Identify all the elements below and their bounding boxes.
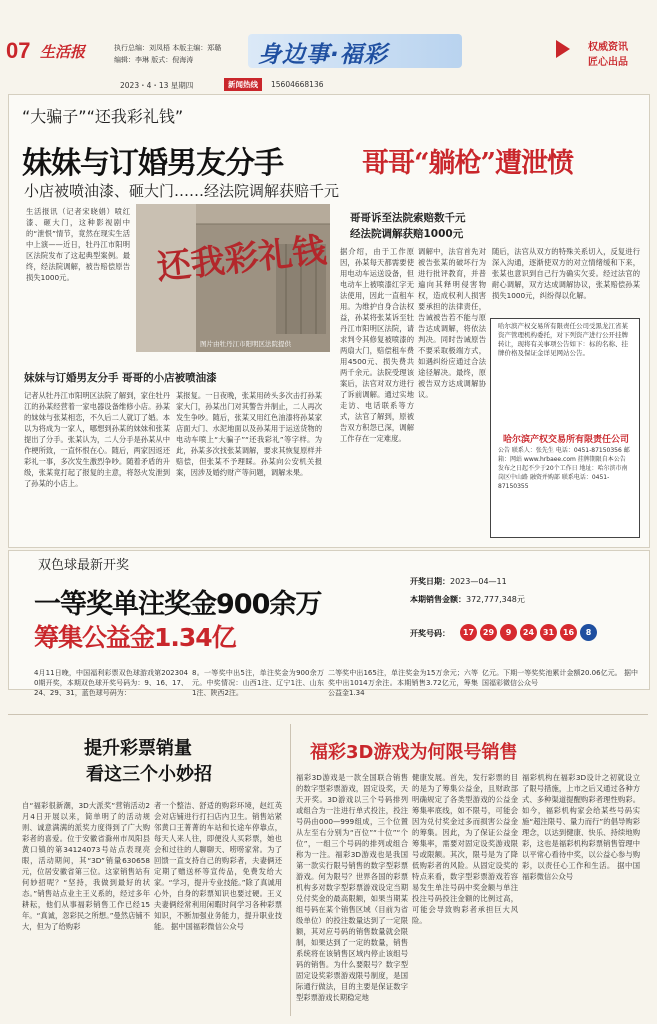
- sales-row: [410, 594, 525, 605]
- article-photo: [136, 204, 330, 352]
- lottery-balls: [460, 624, 597, 641]
- sales-label: 本期销售金额：: [410, 595, 466, 604]
- photo-graffiti: 还我彩礼钱: [155, 230, 329, 288]
- issue-date: 2023・4・13 星期四: [120, 81, 194, 90]
- lottery-headline-2: 筹集公益金1.34亿: [34, 623, 236, 652]
- bottom-left-title-1: 提升彩票销量: [84, 738, 192, 759]
- page-number: 07: [6, 38, 31, 63]
- ad-company-name: 哈尔滨产权交易所有限责任公司: [503, 435, 630, 445]
- slogan-line-2: 匠心出品: [588, 57, 628, 68]
- bottom-left-column-2: 者一个整洁、舒适的购彩环境，赵红英会对店铺进行打扫店内卫生。销售站紧邻黄口王菁菁的车站和长途车停靠点，每天人来人往，即便没人买彩票，她也会和过往的人聊聊天、唠唠家常。为了回馈一直支持自己的购彩者，夫妻俩还定期了赠送杯等宣传品，免费发给大家。“学习，提升专业技能。”除了真诚用心外，自身的彩票知识也要过硬。王义夫妻俩经常利用闲暇时间学习各种彩票知识，不断加强业务能力，提升职业技能。 据中国福彩微信公众号: [154, 801, 282, 931]
- staff-credits: [114, 42, 221, 66]
- section-heading-2-line-2: 经法院调解获赔1000元: [350, 228, 464, 240]
- bottom-right-title: 福彩3D游戏为何限号销售: [310, 742, 518, 763]
- sales-amount: 372,777,348元: [466, 595, 525, 604]
- divider: [290, 724, 291, 1016]
- lottery-headline-1: 一等奖单注奖金900余万: [34, 589, 322, 620]
- lottery-column-4: 亿元。下期一等奖奖池累计金额20.06亿元。 据中国福彩微信公众号: [482, 669, 638, 687]
- article-lead: 生活报讯（记者宋晓娟）喷红漆、砸大门，这种影视剧中的“泄恨”情节，竟然在现实生活中上演——近日，牡丹江市阳明区法院发布了这起典型案例。最终，经法院调解，被告赔偿原告损失1000元。: [26, 207, 130, 282]
- article-column-3: 据介绍，由于工作原因，孙某每天都需要使用电动车运送设备，但电动车上被喷漆红字无法使用，因此一直租车用。为维护自身合法权益，孙某将张某诉至牡丹江市阳明区法院，请求判令其修复被喷漆的两扇大门，赔偿租车费用4500元、损失费共两千余元。法院受理该案后，法官对双方进行了诉前调解。通过实地走访、电话联系等方式，法官了解到，原被告双方积怨已深，调解工作存在一定难度。: [340, 247, 414, 443]
- header-slogan: [588, 40, 628, 70]
- red-ball: 31: [540, 624, 557, 641]
- photo-caption: 图片由牡丹江市阳明区法院提供: [200, 340, 291, 348]
- article-column-3b: 调解中，法官首先对被告张某的破坏行为进行批评教育，并普遍向其释明侵害物权，造成权利人损害要承担的法律责任，告诫被告若不能与原告达成调解，将依法判决。同时告诫原告不要采取极端方式，如遇纠纷应通过合法途径解决。最终，原被告双方达成调解协议。: [418, 247, 486, 399]
- lottery-column-1: 4月11日晚，中国福利彩票双色球游戏第2023040期开奖，本期双色球开奖号码为：9、16、17、24、29、31，蓝色球号码为：: [34, 669, 188, 697]
- bottom-right-column-2: 健康发展。首先，发行彩票的目的是为了筹集公益金，且财政部明确规定了各类型游戏的公益金筹集率底线，如不限号，可能会因为兑付奖金过多而损害公益金的筹集。因此，为了保证公益金筹集率，需要对固定设奖游戏限号或限额。其次，限号是为了降低购彩者的风险。从固定设奖的特点来看，数字型彩票游戏若容易发生单注号码中奖金额与单注投注号码投注金额的比例过高，可能会导致购彩者承担巨大风险。: [412, 773, 518, 925]
- bottom-left-title-2: 看这三个小妙招: [86, 764, 212, 785]
- red-ball: 29: [480, 624, 497, 641]
- ad-notice-body: 公告 联系人：张先生 电话：0451-87150356 邮箱：网站 www.hrbaee.com 挂牌期限自本公告发布之日起不少于20个工作日 地址：哈尔滨市南岗区中山路 融资并购部 联系电话：0451-87150355: [498, 447, 630, 490]
- lottery-column-2: 8。一等奖中出5注，单注奖金为900余万元。中奖情况：山西1注、辽宁1注、山东1注、陕西2注。: [192, 669, 324, 697]
- graffiti-photo-icon: [136, 204, 330, 352]
- paper-logo: 生活报: [40, 43, 86, 61]
- article-column-2: 某报复。一日夜晚，张某用砖头多次击打孙某家大门，孙某出门对其警告并制止，二人再次发生争吵。随后，张某又用红色油漆将孙某家店面大门、水泥地面以及孙某用于运送货物的电动车喷上“大骗子”“还我彩礼”等字样。为此，孙某多次找张某调解，要求其恢复原样并赔偿，但张某不予理睬。孙某向公安机关报案，因涉及婚约财产等问题，调解未果。: [176, 391, 322, 477]
- lottery-column-3: 二等奖中出165注，单注奖金为15万余元；六等奖中出1014万余注。本期销售3.72亿元，筹集公益金1.34: [328, 669, 478, 697]
- arrow-icon: [556, 40, 570, 58]
- section-banner: 身边事·福彩: [258, 42, 388, 68]
- slogan-line-1: 权威资讯: [588, 42, 628, 53]
- article-kicker: “大骗子”“还我彩礼钱”: [22, 107, 184, 126]
- red-ball: 24: [520, 624, 537, 641]
- red-ball: 16: [560, 624, 577, 641]
- red-ball: 9: [500, 624, 517, 641]
- staff-line-1: 执行总编：刘凤梧 本版主编：郑璐: [114, 44, 222, 52]
- article-title-main: 妹妹与订婚男友分手: [22, 146, 283, 181]
- numbers-label: 开奖号码：: [410, 629, 450, 638]
- bottom-right-column-1: 福彩3D游戏是一款全国联合销售的数字型彩票游戏，固定设奖，天天开奖。3D游戏以三个号码排列或组合为一注进行单式投注，投注号码由000—999组成，三个位置从左至右分别为“百位”“十位”“个位”，一组三个号码的排列或组合称为一注。福彩3D游戏也是我国第一款实行限号销售的数字型彩票游戏。何为限号？世界各国的彩票机构多对数字型彩票游戏设定当期兑付奖金的最高限额，如果当期某组号码在某个销售区域（目前为省级单位）的投注数量达到了一定限额，其对应号码的销售数量就会限制，如果达到了一定的数量，销售系统将在该销售区域内停止该组号码的销售。为什么要限号？数字型固定设奖彩票游戏限号制度，是国际通行做法，目的主要是保证数字型彩票游戏长期稳定地: [296, 773, 408, 1002]
- staff-line-2: 编辑：李琳 版式：倪海涛: [114, 56, 194, 64]
- section-heading-2: [350, 210, 466, 242]
- article-subtitle: 小店被喷油漆、砸大门……经法院调解获赔千元: [24, 182, 340, 200]
- draw-date-label: 开奖日期：: [410, 577, 450, 586]
- article-title-red: 哥哥“躺枪”遭泄愤: [362, 148, 574, 179]
- hotline-number: 15604668136: [271, 80, 324, 89]
- lottery-kicker: 双色球最新开奖: [38, 558, 130, 573]
- article-column-1: 记者从牡丹江市阳明区法院了解到，家住牡丹江的孙某经营着一家电器设备维修小店。孙某的妹妹与张某相恋，不久后二人就订了婚。本以为将成为一家人，哪想到孙某的妹妹和张某提出了分手。张某认为，二人分手是孙某从中作梗所致，一直怀恨在心。随后，两家因返还彩礼一事，多次发生激烈争吵。随着矛盾的升级，张某竟打起了报复的主意，将怒火发泄到了孙某的小店上。: [24, 391, 170, 488]
- section-heading-2-line-1: 哥哥诉至法院索赔数千元: [350, 212, 466, 224]
- blue-ball: 8: [580, 624, 597, 641]
- divider: [8, 714, 648, 715]
- red-ball: 17: [460, 624, 477, 641]
- draw-date: 2023—04—11: [450, 577, 507, 586]
- hotline-label: 新闻热线: [224, 78, 262, 91]
- section-heading-1: 妹妹与订婚男友分手 哥哥的小店被喷油漆: [24, 372, 217, 384]
- bottom-right-column-3: 福彩机构在福彩3D设计之初就设立了限号措施，上市之后又通过各种方式、多种渠道提醒购彩者理性购彩。如今，福彩机构家会给某些号码实施“超注限号、量力而行”的倡导购彩理念，以达到健康、快乐、持续地购彩，这也是福彩机构彩票销售管理中以平常心看待中奖，以公益心参与购彩，以责任心工作和生活。 据中国福彩微信公众号: [522, 773, 640, 881]
- bottom-left-column-1: 自“福彩很新潮，3D大派奖”营销活动2月4日开展以来，简单明了的活动规则、诚意满满的派奖力度得到了广大购彩者的喜爱。位于安徽省滁州市凤阳县黄口镇的第34124073号站点表现亮眼，活动期间，其“3D”销量630658元，位居安徽省第三位。这家销售站有何妙招呢？“坚持，我做到最好的状态。”销售站点业主王义系的，经过多年耕耘，他们从事福彩销售工作已经15年。“真诚，忽彩民之所想。”曼然店铺不大，但为了给购彩: [22, 801, 150, 931]
- draw-date-row: [410, 576, 507, 587]
- article-column-4: 随后，法官从双方的特殊关系切入，反复进行深入沟通，逐渐使双方的对立情绪缓和下来，张某也意识到自己行为确实欠妥。经过法官的耐心调解，双方达成调解协议，张某赔偿孙某损失1000元，纠纷得以化解。: [492, 247, 640, 300]
- ad-notice-intro: 哈尔滨产权交易所有限责任公司受黑龙江省某资产管理机构委托，对下列资产进行公开挂牌转让，现将有关事项公告如下：标的名称、挂牌价格及保证金详见网站公告。: [498, 322, 628, 357]
